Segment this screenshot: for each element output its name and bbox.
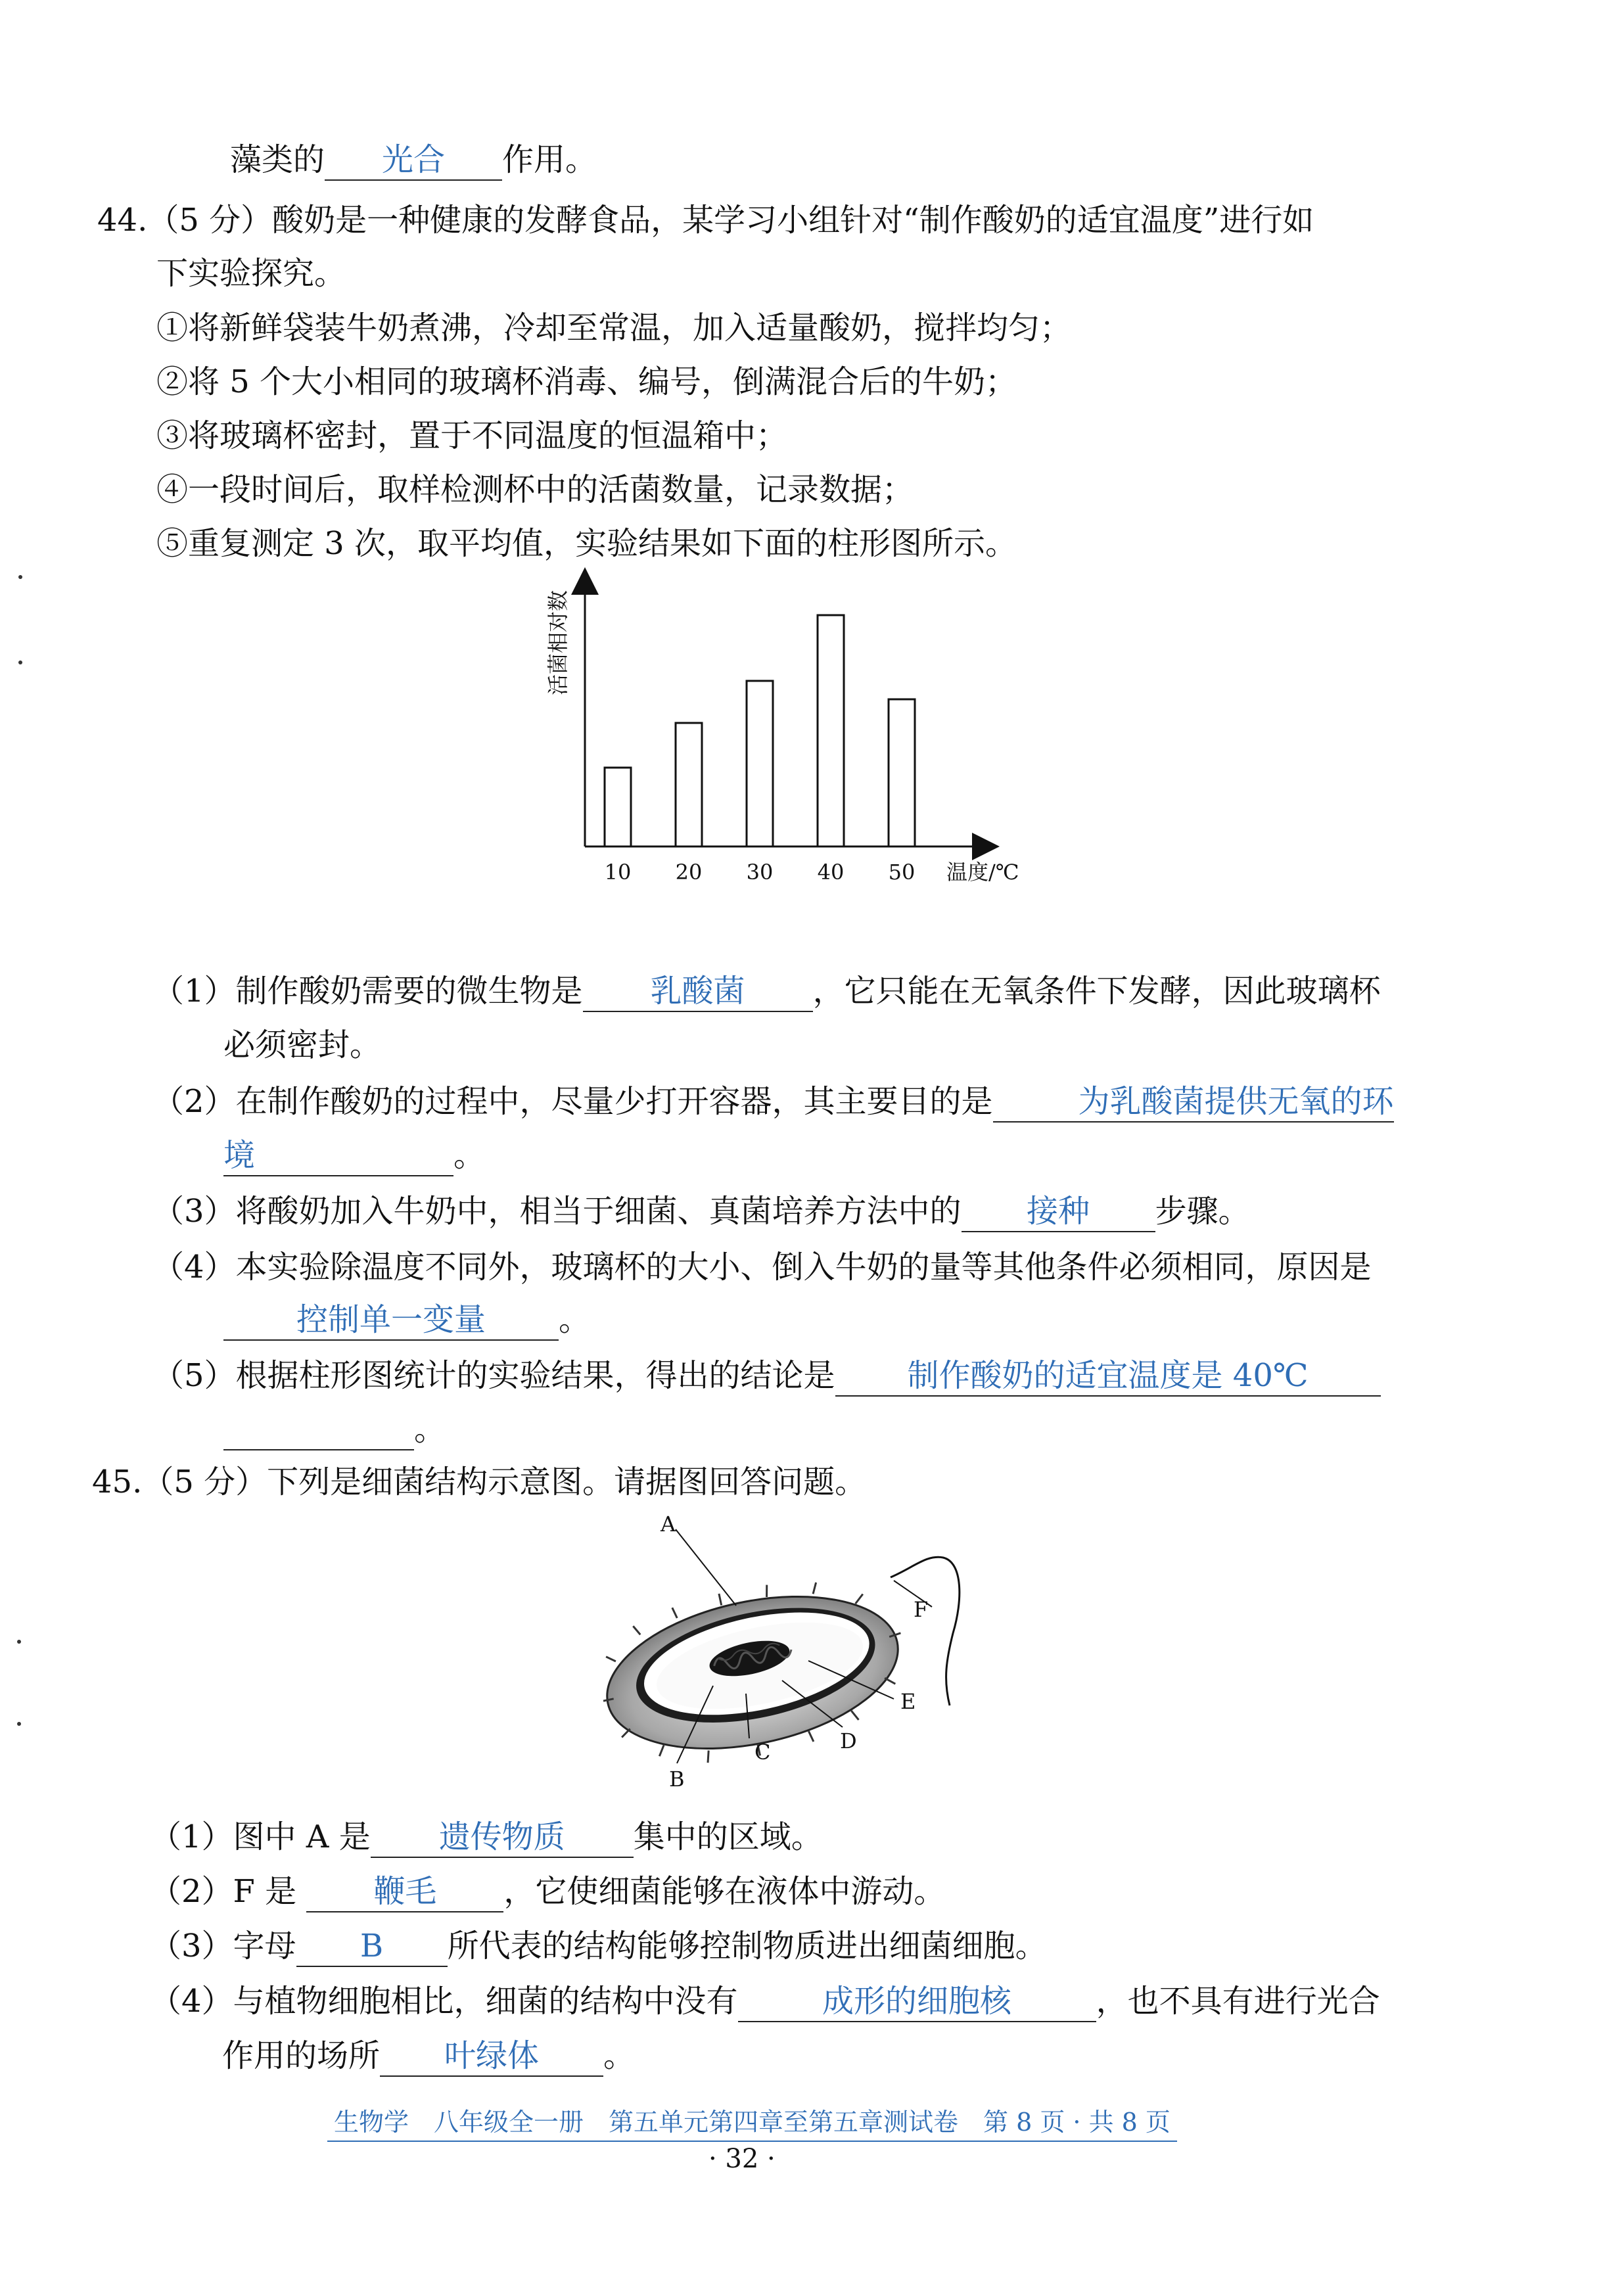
margin-dot [17,1640,21,1644]
q44-number: 44. [97,202,148,239]
diagram-label-e: E [900,1689,916,1714]
q43-text-before: 藻类的 [230,141,325,178]
q44-sub2-answer-cont: 境 [223,1136,453,1176]
q44-step-1 [156,306,1071,350]
q44-sub2-before: 在制作酸奶的过程中，尽量少打开容器，其主要目的是 [235,1083,993,1120]
q44-step-5 [156,522,1017,565]
q44-step-text: ①将新鲜袋装牛奶煮沸，冷却至常温，加入适量酸奶，搅拌均匀； [156,310,1072,346]
q44-sub2-cont [223,1134,485,1177]
q45-sub3-after: 所代表的结构能够控制物质进出细菌细胞。 [447,1928,1047,1964]
q45-sub1-after: 集中的区域。 [633,1818,823,1855]
q45-stem-text: 下列是细菌结构示意图。请据图回答问题。 [267,1464,867,1500]
q45-sub2-label: （2） [150,1873,233,1910]
q44-sub3-answer: 接种 [962,1192,1155,1232]
q44-sub5-label: （5） [152,1357,236,1394]
x-tick-label: 30 [746,860,774,885]
q43-text-after: 作用。 [502,141,597,178]
diagram-label-d: D [840,1728,857,1753]
q45-stem-line [92,1460,866,1504]
q44-sub1-cont [223,1023,381,1067]
q45-sub4-before: 与植物细胞相比，细菌的结构中没有 [233,1983,738,2020]
q44-sub5-cont [223,1408,446,1451]
bar-30 [747,681,773,846]
bar-20 [676,723,702,846]
x-tick-label: 40 [817,860,845,885]
q44-sub3-line [152,1190,1250,1233]
q44-sub2-label: （2） [152,1083,236,1120]
q43-tail-line [230,138,597,181]
q44-sub1-line [152,969,1381,1013]
q44-sub5-line [152,1354,1381,1397]
q45-sub4-cont [222,2034,635,2077]
q44-sub4-cont [223,1298,590,1341]
q44-step-text: ③将玻璃杯密封，置于不同温度的恒温箱中； [156,417,788,454]
q44-sub1-after: ，它只能在无氧条件下发酵，因此玻璃杯 [812,973,1381,1009]
q45-sub4-cont-before: 作用的场所 [222,2037,381,2074]
q45-sub3-label: （3） [150,1928,233,1964]
diagram-label-b: B [669,1767,685,1792]
q44-sub4-line [152,1245,1372,1289]
capsule [586,1558,919,1785]
q45-number: 45. [92,1464,143,1500]
q43-answer: 光合 [325,140,502,181]
q45-sub4-line [150,1980,1380,2023]
q44-step-text: ④一段时间后，取样检测杯中的活菌数量，记录数据； [156,471,914,508]
q44-step-4 [156,468,914,511]
q44-step-2 [156,360,1017,404]
q44-stem-line-2 [156,252,346,295]
q45-sub1-before: 图中 A 是 [233,1818,371,1855]
page-number: · 32 · [708,2144,776,2174]
q44-sub5-answer-blank [223,1410,414,1450]
q44-sub5-before: 根据柱形图统计的实验结果，得出的结论是 [235,1357,835,1394]
q44-stem-line [97,198,1314,242]
q44-sub3-label: （3） [152,1193,236,1230]
bar-40 [818,615,844,846]
q44-sub2-line [152,1080,1394,1123]
q44-sub1-label: （1） [152,973,236,1009]
q44-sub3-after: 步骤。 [1155,1193,1250,1230]
q45-sub4-label: （4） [150,1983,233,2020]
bar-50 [889,699,915,846]
q44-sub3-before: 将酸奶加入牛奶中，相当于细菌、真菌培养方法中的 [235,1193,962,1230]
q44-sub5-answer: 制作酸奶的适宜温度是 40℃ [835,1356,1381,1397]
q45-sub2-before: F 是 [233,1873,307,1910]
q44-stem-text: 酸奶是一种健康的发酵食品，某学习小组针对“制作酸奶的适宜温度”进行如 [272,202,1314,239]
q45-sub1-answer: 遗传物质 [371,1817,634,1858]
q45-sub4-answer: 成形的细胞核 [738,1981,1096,2022]
q44-sub4-label: （4） [152,1249,236,1285]
q44-sub2-after: 。 [453,1137,486,1174]
footer-text [327,2102,1177,2142]
diagram-label-f: F [914,1597,929,1622]
diagram-label-c: C [754,1740,771,1765]
q44-sub2-answer: 为乳酸菌提供无氧的环 [993,1082,1394,1123]
x-tick-label: 50 [888,860,916,885]
bar-10 [605,768,631,846]
y-axis-label: 活菌相对数 [545,590,570,696]
q44-sub4-after: 。 [559,1301,591,1338]
q44-stem-text-2: 下实验探究。 [156,255,346,292]
q45-sub3-before: 字母 [233,1928,296,1964]
x-tick-label: 10 [604,860,632,885]
q45-sub2-answer: 鞭毛 [306,1872,503,1912]
flagellum [891,1557,960,1705]
q44-sub1-before: 制作酸奶需要的微生物是 [235,973,583,1009]
q44-sub1-answer: 乳酸菌 [583,971,813,1012]
x-tick-label: 20 [675,860,703,885]
margin-dot [18,575,22,579]
q44-step-3 [156,414,787,457]
diagram-label-a: A [661,1512,676,1537]
q45-sub4-cont-answer: 叶绿体 [380,2036,603,2077]
q45-sub3-answer: B [296,1926,448,1967]
q45-sub2-after: ，它使细菌能够在液体中游动。 [503,1873,946,1910]
footer-title: 生物学 八年级全一册 第五单元第四章至第五章测试卷 第 8 页 · 共 8 页 [334,2108,1171,2137]
q45-sub2-line [150,1870,945,1913]
q45-points: （5 分） [142,1464,267,1500]
q45-sub4-after: ，也不具有进行光合 [1096,1983,1380,2020]
x-axis-label: 温度/℃ [946,860,1019,885]
q45-sub3-line [150,1924,1047,1968]
q45-sub4-cont-after: 。 [603,2037,636,2074]
q44-sub5-after: 。 [414,1411,446,1448]
q44-step-text: ②将 5 个大小相同的玻璃杯消毒、编号，倒满混合后的牛奶； [156,363,1017,400]
margin-dot [17,1722,21,1726]
q44-sub1-cont-text: 必须密封。 [223,1027,382,1063]
q44-step-text: ⑤重复测定 3 次，取平均值，实验结果如下面的柱形图所示。 [156,525,1017,562]
bacterium-diagram [585,1508,973,1804]
bar-chart [519,565,1058,894]
margin-dot [18,660,22,664]
q45-sub1-label: （1） [150,1818,233,1855]
q45-sub1-line [150,1815,823,1859]
q44-sub4-before: 本实验除温度不同外，玻璃杯的大小、倒入牛奶的量等其他条件必须相同，原因是 [235,1249,1372,1285]
q44-points: （5 分） [147,202,273,239]
q44-sub4-answer: 控制单一变量 [223,1300,559,1341]
